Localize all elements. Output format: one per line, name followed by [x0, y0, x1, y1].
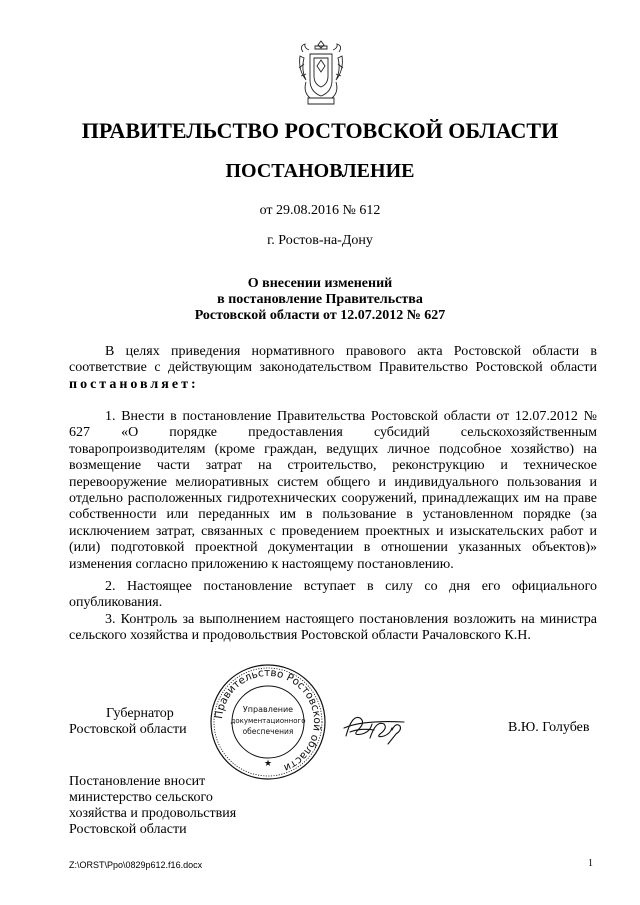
- handwritten-signature: [340, 708, 440, 748]
- submitter-line-1: Постановление вносит: [69, 774, 206, 789]
- stamp-center-line-3: обеспечения: [242, 727, 294, 736]
- stamp-center-line-2: документационного: [230, 717, 306, 725]
- decree-word: постановляет:: [69, 376, 199, 392]
- government-heading: ПРАВИТЕЛЬСТВО РОСТОВСКОЙ ОБЛАСТИ: [81, 118, 559, 143]
- stamp-ring-text: Правительство Ростовской области: [213, 666, 324, 774]
- preamble-text: В целях приведения нормативного правового акта Ростовской области в соответствие с действующим законодательством Правительство Ростовской области: [69, 344, 597, 376]
- submitter-line-2: министерство сельского: [69, 790, 213, 805]
- coat-of-arms-emblem: [296, 38, 346, 108]
- city-line: г. Ростов-на-Дону: [267, 233, 373, 248]
- signatory-name: В.Ю. Голубев: [508, 720, 590, 735]
- document-type-heading: ПОСТАНОВЛЕНИЕ: [225, 160, 415, 182]
- date-number-line: от 29.08.2016 № 612: [259, 203, 381, 218]
- document-title: [0, 276, 640, 324]
- position-line-2: Ростовской области: [69, 722, 187, 737]
- title-line-1: О внесении изменений: [247, 276, 393, 291]
- item-2-paragraph: 2. Настоящее постановление вступает в силу со дня его официального опубликования.: [69, 579, 597, 611]
- file-path: Z:\ORST\Ppo\0829p612.f16.docx: [69, 860, 203, 870]
- official-stamp: [208, 662, 328, 782]
- submitter-line-3: хозяйства и продовольствия: [69, 806, 237, 821]
- star-icon: ★: [263, 758, 273, 768]
- position-line-1: Губернатор: [106, 706, 174, 721]
- page-number: 1: [588, 858, 593, 869]
- signatory-position: [69, 706, 187, 738]
- stamp-center-line-1: Управление: [242, 705, 294, 714]
- preamble-paragraph: [69, 344, 597, 393]
- title-line-3: Ростовской области от 12.07.2012 № 627: [194, 308, 446, 323]
- item-1-paragraph: 1. Внести в постановление Правительства Ростовской области от 12.07.2012 № 627 «О порядке предоставления субсидий сельскохозяйственным товаропроизводителям (кроме граждан, ведущих личное подсобное хозяйство) на возмещение части затрат на строительство, реконструкцию и техническое перевооружение мелиоративных систем общего и индивидуального пользования и отдельно расположенных гидротехнических сооружений, принадлежащих им на праве собственности или переданных им в пользование в установленном порядке (за исключением затрат, связанных с проведением проектных и изыскательских работ и (или) подготовкой проектной документации в отношении указанных объектов)» изменения согласно приложению к настоящему постановлению.: [69, 409, 597, 572]
- submitter-note: [69, 774, 236, 838]
- title-line-2: в постановление Правительства: [217, 292, 423, 307]
- item-3-paragraph: 3. Контроль за выполнением настоящего постановления возложить на министра сельского хозяйства и продовольствия Ростовской области Рачаловского К.Н.: [69, 612, 597, 644]
- submitter-line-4: Ростовской области: [69, 822, 187, 837]
